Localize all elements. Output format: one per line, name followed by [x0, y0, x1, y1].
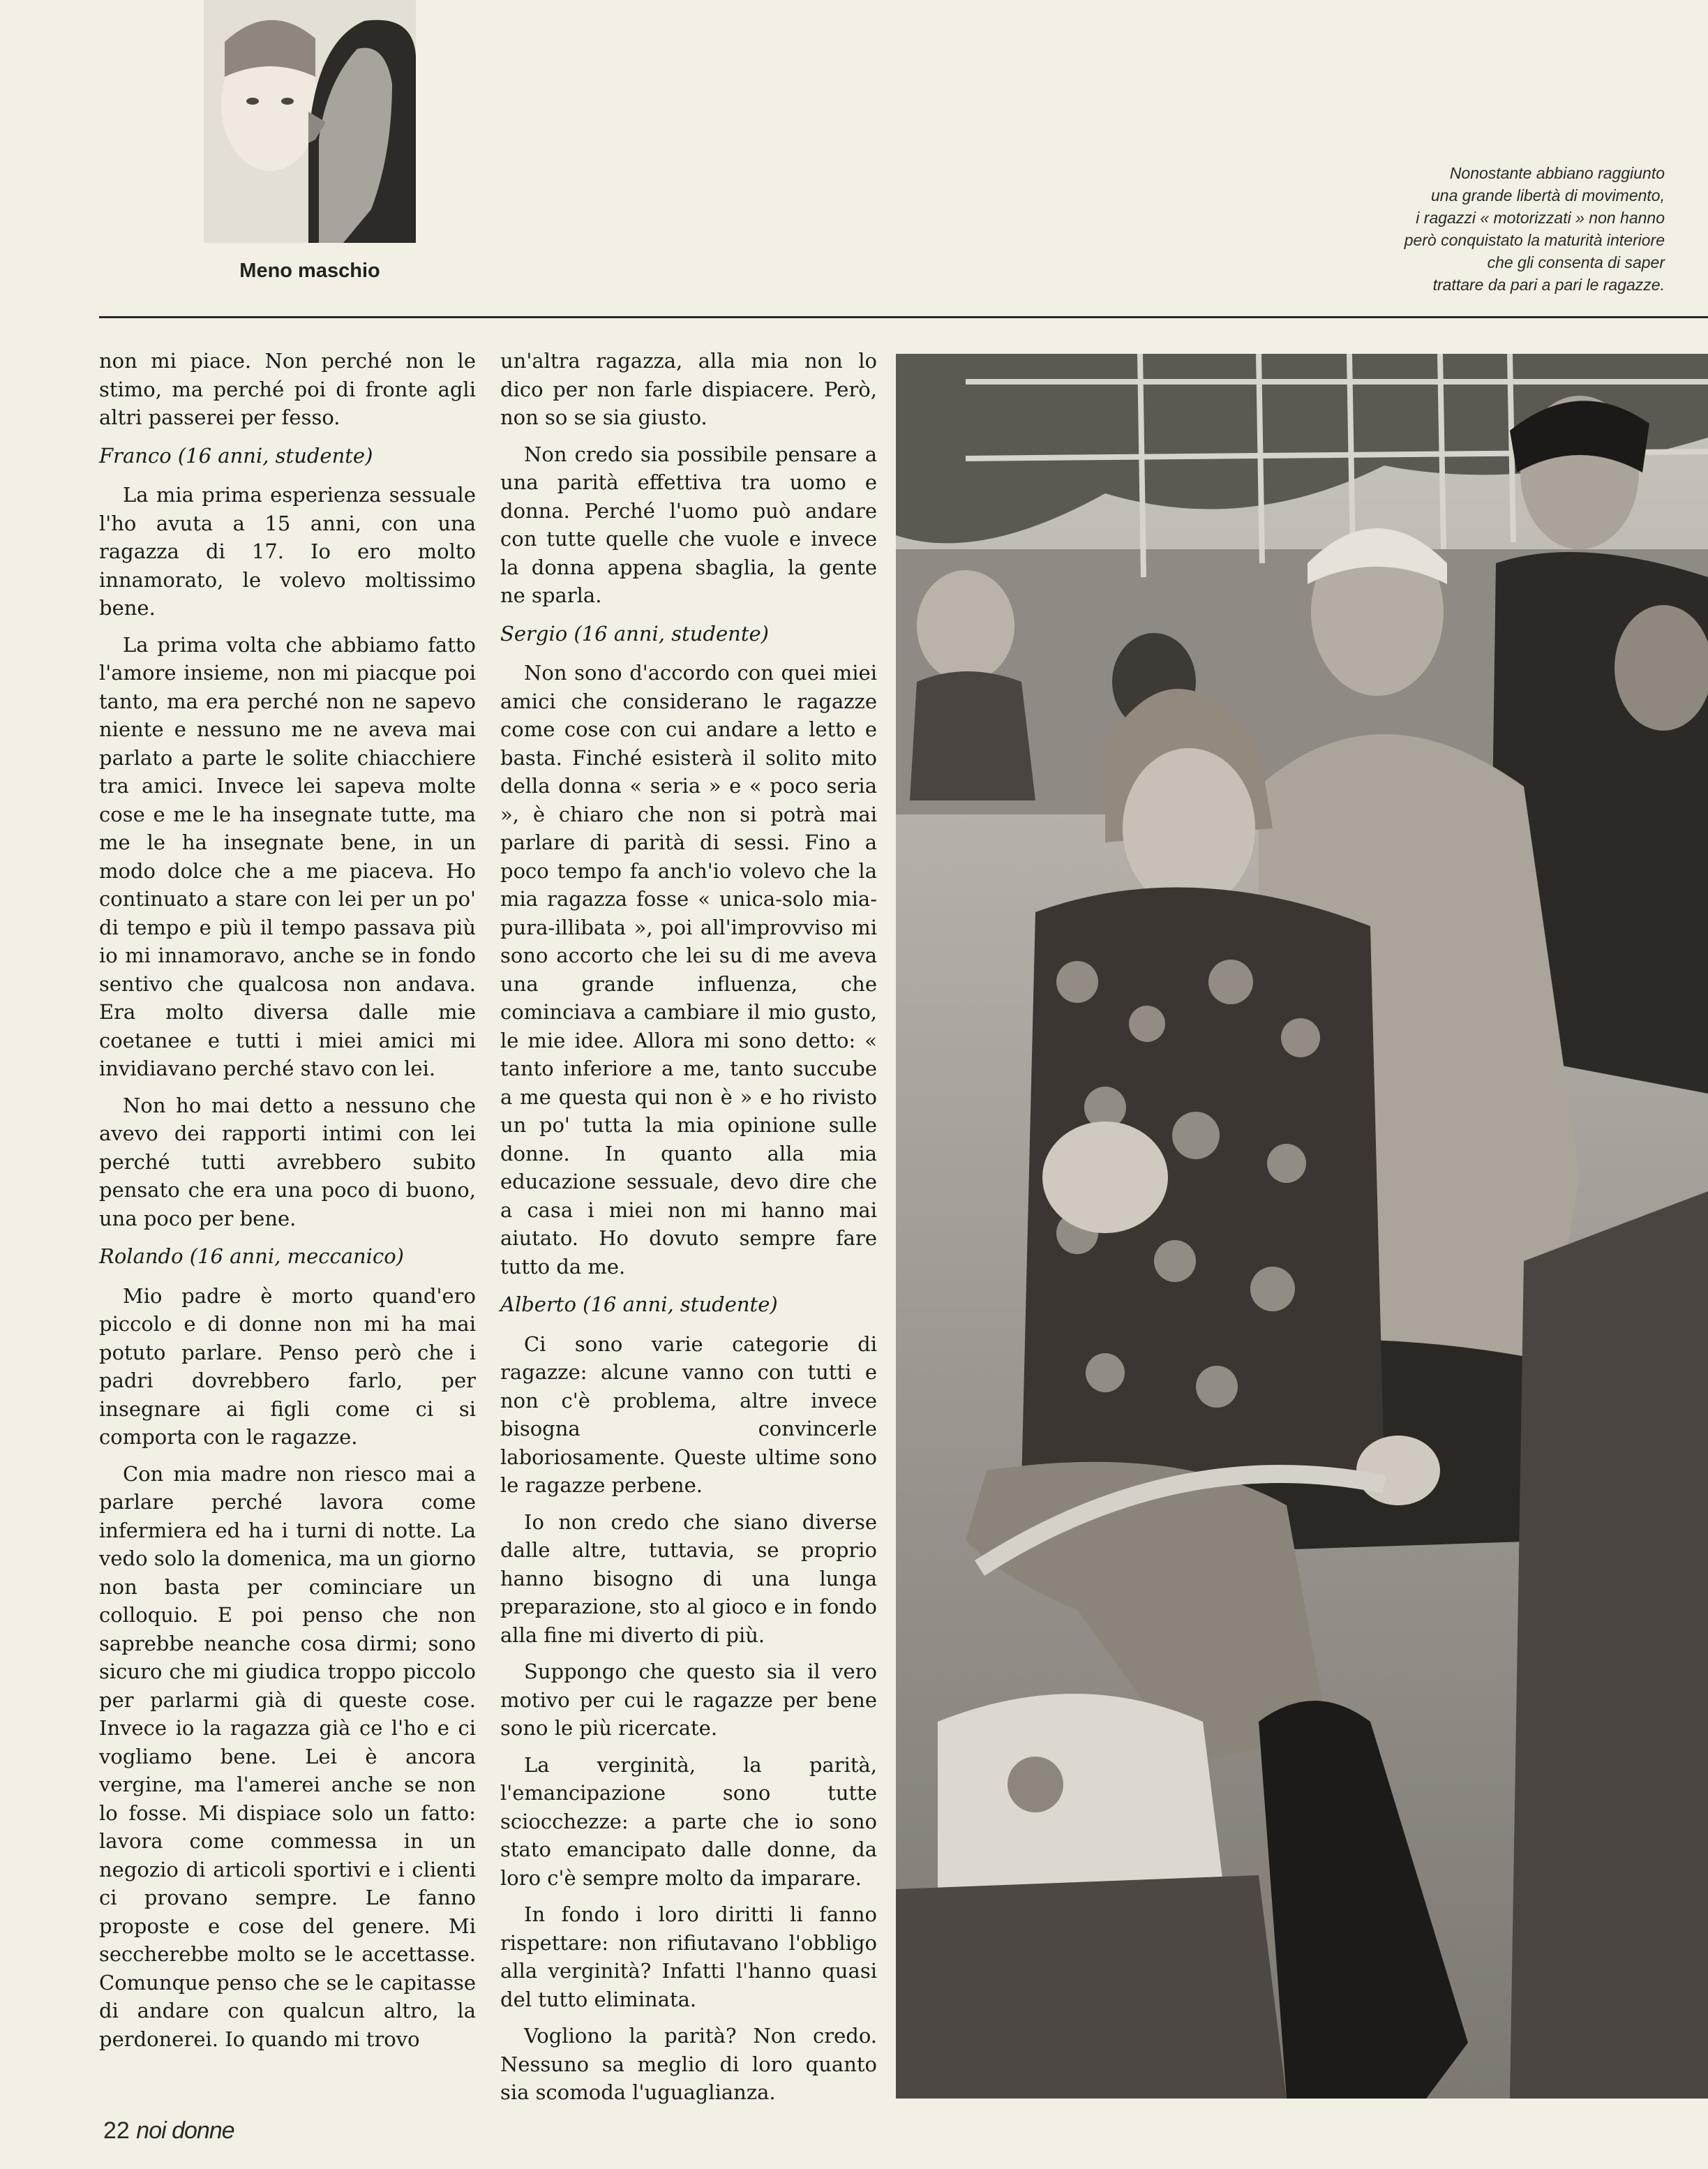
paragraph: un'altra ragazza, alla mia non lo dico per non farle dispiacere. Però, non so se sia giusto. [500, 349, 877, 429]
caption-line: trattare da pari a pari le ragazze. [1432, 276, 1665, 294]
paragraph: Vogliono la parità? Non credo. Nessuno sa meglio di loro quanto sia scomoda l'uguaglianza. [500, 2024, 877, 2104]
speaker-heading: Franco (16 anni, studente) [99, 443, 373, 468]
magazine-name: noi donne [136, 2117, 234, 2144]
portrait-thumbnail [204, 0, 416, 243]
page-footer [103, 2117, 234, 2145]
speaker-heading: Sergio (16 anni, studente) [500, 621, 769, 646]
paragraph: Io non credo che siano diverse dalle altre, tuttavia, se proprio hanno bisogno di una lunga preparazione, sto al gioco e in fondo alla fine mi diverto di più. [500, 1510, 877, 1647]
horizontal-divider [99, 316, 1708, 318]
speaker-heading: Alberto (16 anni, studente) [500, 1292, 778, 1316]
thumbnail-label: Meno maschio [239, 260, 380, 282]
caption-line: che gli consenta di saper [1487, 253, 1665, 271]
page-number: 22 [103, 2117, 130, 2144]
motorcycle-couple-photo [896, 354, 1708, 2099]
caption-line: i ragazzi « motorizzati » non hanno [1416, 209, 1665, 227]
paragraph: Mio padre è morto quand'ero piccolo e di donne non mi ha mai potuto parlare. Penso però che i padri dovrebbero farlo, per insegnare ai figli come ci si comporta con le ragazze. [99, 1283, 476, 1449]
text-column-2 [500, 347, 877, 2115]
paragraph: La verginità, la parità, l'emancipazione sono tutte sciocchezze: a parte che io sono stato emancipato dalle donne, da loro c'è sempre molto da imparare. [500, 1752, 877, 1890]
paragraph: Non ho mai detto a nessuno che avevo dei rapporti intimi con lei perché tutti avrebbero subito pensato che era una poco di buono, una poco per bene. [99, 1093, 476, 1230]
paragraph: Non sono d'accordo con quei miei amici che considerano le ragazze come cose con cui andare a letto e basta. Finché esisterà il solito mito della donna « seria » e « poco seria », è chiaro che non si potrà mai parlare di parità di sessi. Fino a poco tempo fa anch'io volevo che la mia ragazza fosse « unica-solo mia-pura-illibata », poi all'improvviso mi sono accorto che lei su di me aveva una grande influenza, che cominciava a cambiare il mio gusto, le mie idee. Allora mi sono detto: « tanto inferiore a me, tanto succube a me questa qui non è » e ho rivisto un po' tutta la mia opinione sulle donne. In quanto alla mia educazione sessuale, devo dire che a casa i miei non mi hanno mai aiutato. Ho dovuto sempre fare tutto da me. [500, 661, 877, 1279]
speaker-heading: Rolando (16 anni, meccanico) [99, 1244, 404, 1268]
paragraph: Non credo sia possibile pensare a una parità effettiva tra uomo e donna. Perché l'uomo può andare con tutte quelle che vuole e invece la donna appena sbaglia, la gente ne sparla. [500, 442, 877, 607]
caption-line: una grande libertà di movimento, [1431, 186, 1665, 204]
caption-line: Nonostante abbiano raggiunto [1449, 164, 1665, 182]
paragraph: In fondo i loro diritti li fanno rispettare: non rifiutavano l'obbligo alla verginità? Infatti l'hanno quasi del tutto eliminata. [500, 1902, 877, 2011]
paragraph: Con mia madre non riesco mai a parlare perché lavora come infermiera ed ha i turni di notte. La vedo solo la domenica, ma un giorno non basta per cominciare un colloquio. E poi penso che non saprebbe neanche cosa dirmi; sono sicuro che mi giudica troppo piccolo per parlarmi già di queste cose. Invece io la ragazza già ce l'ho e ci vogliamo bene. Lei è ancora vergine, ma l'amerei anche se non lo fosse. Mi dispiace solo un fatto: lavora come commessa in un negozio di articoli sportivi e i clienti ci provano sempre. Le fanno proposte e cose del genere. Mi seccherebbe molto se le accettasse. Comunque penso che se le capitasse di andare con qualcun altro, la perdonerei. Io quando mi trovo [99, 1461, 476, 2051]
paragraph: Suppongo che questo sia il vero motivo per cui le ragazze per bene sono le più ricercate. [500, 1660, 877, 1740]
caption-line: però conquistato la maturità interiore [1404, 231, 1665, 249]
paragraph: La mia prima esperienza sessuale l'ho avuta a 15 anni, con una ragazza di 17. Io ero molto innamorato, le volevo moltissimo bene. [99, 483, 476, 620]
text-column-1 [99, 347, 476, 2062]
paragraph: Ci sono varie categorie di ragazze: alcune vanno con tutti e non c'è problema, altre invece bisogna convincerle laboriosamente. Queste ultime sono le ragazze perbene. [500, 1332, 877, 1497]
paragraph: La prima volta che abbiamo fatto l'amore insieme, non mi piacque poi tanto, ma era perché non ne sapevo niente e nessuno me ne aveva mai parlato a parte le solite chiacchiere tra amici. Invece lei sapeva molte cose e me le ha insegnate tutte, ma me le ha insegnate bene, in un modo dolce che a me piaceva. Ho continuato a stare con lei per un po' di tempo e più il tempo passava più io mi innamoravo, anche se in fondo sentivo che qualcosa non andava. Era molto diversa dalle mie coetanee e tutti i miei amici mi invidiavano perché stavo con lei. [99, 632, 476, 1080]
paragraph: non mi piace. Non perché non le stimo, ma perché poi di fronte agli altri passerei per fesso. [99, 349, 476, 429]
photo-caption [1246, 162, 1665, 296]
